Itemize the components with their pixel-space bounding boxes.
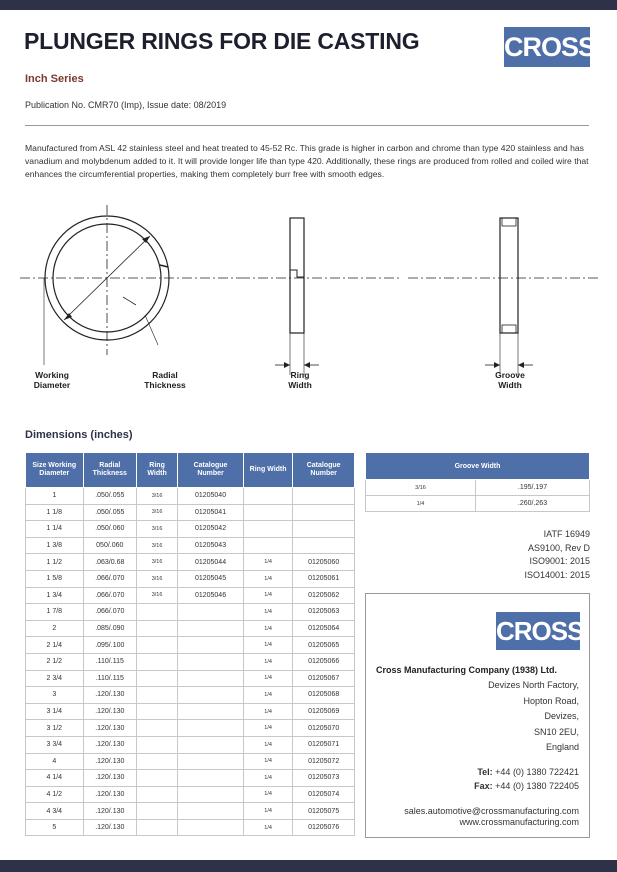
size-cell: 1 1/8: [26, 504, 84, 521]
ring-width-cell: [137, 803, 178, 820]
table-row: [26, 504, 355, 521]
table-row: [26, 488, 355, 505]
groove-ring-width: 3/16: [366, 480, 476, 496]
catalogue-number-cell: [178, 803, 244, 820]
catalogue-number-cell: 01205040: [178, 488, 244, 505]
catalogue-number-cell-2: 01205071: [293, 736, 355, 753]
ring-width-cell: [137, 720, 178, 737]
radial-thickness-label: Radial Thickness: [144, 370, 186, 390]
company-address: [488, 678, 579, 756]
radial-thickness-cell: .066/.070: [83, 587, 136, 604]
cert-iatf: IATF 16949: [543, 529, 590, 539]
radial-thickness-cell: .120/.130: [83, 770, 136, 787]
groove-width-table: [365, 452, 590, 512]
catalogue-number-cell-2: 01205065: [293, 637, 355, 654]
ring-width-cell-2: 1/4: [243, 570, 292, 587]
col-ring-width-2: Ring Width: [243, 453, 292, 488]
radial-thickness-cell: .110/.115: [83, 670, 136, 687]
catalogue-number-cell: 01205041: [178, 504, 244, 521]
catalogue-number-cell: [178, 819, 244, 836]
size-cell: 1 3/4: [26, 587, 84, 604]
size-cell: 1 7/8: [26, 604, 84, 621]
ring-width-cell: 3/16: [137, 521, 178, 538]
size-cell: 2: [26, 620, 84, 637]
ring-width-cell-2: 1/4: [243, 803, 292, 820]
ring-width-cell-2: 1/4: [243, 687, 292, 704]
ring-width-cell-2: 1/4: [243, 720, 292, 737]
catalogue-number-cell-2: [293, 537, 355, 554]
ring-width-cell: 3/16: [137, 504, 178, 521]
size-cell: 1 3/8: [26, 537, 84, 554]
catalogue-number-cell-2: 01205073: [293, 770, 355, 787]
catalogue-number-cell-2: 01205060: [293, 554, 355, 571]
publication-info: Publication No. CMR70 (Imp), Issue date: 08/2019: [25, 100, 227, 110]
catalogue-number-cell-2: 01205068: [293, 687, 355, 704]
cert-iso9001: ISO9001: 2015: [529, 556, 590, 566]
radial-thickness-cell: .120/.130: [83, 753, 136, 770]
ring-width-cell: [137, 653, 178, 670]
ring-width-cell: [137, 753, 178, 770]
ring-width-cell-2: 1/4: [243, 819, 292, 836]
radial-thickness-cell: .066/.070: [83, 604, 136, 621]
tel-label: Tel:: [477, 767, 493, 777]
table-row: [26, 604, 355, 621]
catalogue-number-cell: [178, 620, 244, 637]
table-row: [26, 570, 355, 587]
radial-thickness-cell: .050/.060: [83, 521, 136, 538]
table-row: [26, 537, 355, 554]
ring-width-cell: 3/16: [137, 587, 178, 604]
email-link[interactable]: sales.automotive@crossmanufacturing.com: [404, 806, 579, 816]
address-line: SN10 2EU,: [533, 726, 579, 737]
ring-width-cell-2: 1/4: [243, 736, 292, 753]
ring-width-cell-2: 1/4: [243, 786, 292, 803]
bottom-bar: [0, 860, 617, 872]
groove-header: Groove Width: [366, 453, 590, 480]
divider: [25, 125, 589, 126]
catalogue-number-cell: [178, 670, 244, 687]
catalogue-number-cell-2: 01205069: [293, 703, 355, 720]
ring-width-label: Ring Width: [288, 370, 312, 390]
col-ring-width: Ring Width: [137, 453, 178, 488]
catalogue-number-cell-2: 01205074: [293, 786, 355, 803]
radial-thickness-cell: .063/0.68: [83, 554, 136, 571]
catalogue-number-cell-2: 01205067: [293, 670, 355, 687]
catalogue-number-cell-2: 01205064: [293, 620, 355, 637]
fax-number: +44 (0) 1380 722405: [495, 780, 579, 791]
dimensions-title: Dimensions (inches): [25, 429, 133, 441]
radial-thickness-cell: .050/.055: [83, 504, 136, 521]
website-link[interactable]: www.crossmanufacturing.com: [459, 817, 579, 827]
ring-width-cell: [137, 637, 178, 654]
table-row: [26, 587, 355, 604]
size-cell: 4: [26, 753, 84, 770]
ring-width-cell: [137, 736, 178, 753]
dimensions-table: [25, 452, 355, 836]
ring-width-cell: [137, 670, 178, 687]
ring-width-cell: [137, 604, 178, 621]
size-cell: 5: [26, 819, 84, 836]
cert-as9100: AS9100, Rev D: [527, 542, 590, 553]
ring-width-cell: [137, 620, 178, 637]
table-row: [26, 620, 355, 637]
ring-width-cell: [137, 770, 178, 787]
ring-width-cell-2: 1/4: [243, 770, 292, 787]
ring-width-cell-2: 1/4: [243, 637, 292, 654]
col-catalogue-number-2: Catalogue Number: [293, 453, 355, 488]
ring-width-cell-2: 1/4: [243, 653, 292, 670]
ring-width-cell-2: 1/4: [243, 620, 292, 637]
ring-width-cell-2: [243, 488, 292, 505]
radial-thickness-cell: .120/.130: [83, 803, 136, 820]
radial-thickness-cell: .095/.100: [83, 637, 136, 654]
table-row: [26, 753, 355, 770]
catalogue-number-cell-2: 01205061: [293, 570, 355, 587]
address-line: Devizes North Factory,: [488, 680, 579, 690]
ring-width-cell-2: [243, 521, 292, 538]
ring-width-cell: [137, 786, 178, 803]
catalogue-number-cell-2: 01205063: [293, 604, 355, 621]
groove-width-value: .260/.263: [476, 496, 590, 512]
size-cell: 2 3/4: [26, 670, 84, 687]
catalogue-number-cell: [178, 753, 244, 770]
table-row: [26, 554, 355, 571]
ring-width-cell-2: [243, 504, 292, 521]
ring-width-cell: 3/16: [137, 537, 178, 554]
table-row: [26, 786, 355, 803]
catalogue-number-cell: [178, 736, 244, 753]
size-cell: 2 1/4: [26, 637, 84, 654]
size-cell: 1: [26, 488, 84, 505]
table-row: [26, 736, 355, 753]
address-line: Hopton Road,: [523, 695, 579, 706]
groove-section-view: [500, 218, 518, 333]
radial-thickness-cell: 050/.060: [83, 537, 136, 554]
table-row: [26, 670, 355, 687]
ring-width-cell: 3/16: [137, 554, 178, 571]
table-row: [26, 720, 355, 737]
col-radial-thickness: Radial Thickness: [83, 453, 136, 488]
certifications: [420, 528, 590, 582]
catalogue-number-cell: [178, 604, 244, 621]
size-cell: 3 1/2: [26, 720, 84, 737]
catalogue-number-cell: 01205043: [178, 537, 244, 554]
table-row: [366, 480, 590, 496]
catalogue-number-cell: [178, 687, 244, 704]
cross-logo: CROSS: [496, 612, 580, 650]
description: Manufactured from ASL 42 stainless steel and heat treated to 45-52 Rc. This grade is higher in carbon and chrome than type 420 stainless and has vanadium and molybdenum added to it. It will provide longer life than type 420. Additionally, these rings are produced from rolled and coiled wire that enhances the circumferential properties, making them completely burr free with smooth edges.: [25, 143, 589, 179]
radial-thickness-cell: .120/.130: [83, 819, 136, 836]
address-line: England: [545, 742, 579, 752]
radial-thickness-cell: .120/.130: [83, 736, 136, 753]
size-cell: 4 1/2: [26, 786, 84, 803]
table-row: [366, 496, 590, 512]
table-row: [26, 521, 355, 538]
web-contacts: [404, 806, 579, 828]
phone-numbers: [474, 766, 579, 793]
ring-width-cell-2: 1/4: [243, 670, 292, 687]
size-cell: 3 1/4: [26, 703, 84, 720]
catalogue-number-cell-2: [293, 488, 355, 505]
ring-width-cell-2: 1/4: [243, 753, 292, 770]
table-row: [26, 653, 355, 670]
catalogue-number-cell-2: [293, 521, 355, 538]
radial-thickness-cell: .120/.130: [83, 786, 136, 803]
table-row: [26, 687, 355, 704]
cross-logo: CROSS: [504, 27, 590, 67]
catalogue-number-cell: 01205044: [178, 554, 244, 571]
ring-width-cell-2: 1/4: [243, 604, 292, 621]
ring-width-cell-2: 1/4: [243, 703, 292, 720]
radial-thickness-cell: .050/.055: [83, 488, 136, 505]
table-header-row: [26, 453, 355, 488]
cert-iso14001: ISO14001: 2015: [524, 569, 590, 580]
working-diameter-label: Working Diameter: [33, 370, 71, 390]
catalogue-number-cell-2: 01205066: [293, 653, 355, 670]
ring-width-cell-2: 1/4: [243, 587, 292, 604]
radial-thickness-cell: .120/.130: [83, 687, 136, 704]
radial-thickness-cell: .066/.070: [83, 570, 136, 587]
groove-ring-width: 1/4: [366, 496, 476, 512]
ring-width-cell: 3/16: [137, 570, 178, 587]
radial-thickness-cell: .085/.090: [83, 620, 136, 637]
groove-header-row: [366, 453, 590, 480]
ring-gap: [160, 265, 168, 267]
table-row: [26, 819, 355, 836]
ring-width-cell: [137, 687, 178, 704]
table-row: [26, 637, 355, 654]
size-cell: 4 1/4: [26, 770, 84, 787]
ring-width-cell: [137, 703, 178, 720]
catalogue-number-cell: 01205045: [178, 570, 244, 587]
radial-thickness-cell: .110/.115: [83, 653, 136, 670]
catalogue-number-cell: [178, 637, 244, 654]
contact-card: [365, 593, 590, 838]
catalogue-number-cell-2: 01205062: [293, 587, 355, 604]
catalogue-number-cell-2: 01205070: [293, 720, 355, 737]
ring-width-cell: [137, 819, 178, 836]
table-row: [26, 703, 355, 720]
address-line: Devizes,: [544, 711, 579, 721]
company-name: Cross Manufacturing Company (1938) Ltd.: [376, 665, 558, 675]
catalogue-number-cell: [178, 653, 244, 670]
fax-label: Fax:: [474, 780, 493, 791]
catalogue-number-cell: [178, 720, 244, 737]
size-cell: 1 5/8: [26, 570, 84, 587]
col-catalogue-number: Catalogue Number: [178, 453, 244, 488]
catalogue-number-cell: [178, 703, 244, 720]
ring-diagram: [20, 205, 600, 395]
catalogue-number-cell: [178, 770, 244, 787]
size-cell: 4 3/4: [26, 803, 84, 820]
catalogue-number-cell-2: 01205075: [293, 803, 355, 820]
ring-width-cell-2: [243, 537, 292, 554]
catalogue-number-cell: 01205042: [178, 521, 244, 538]
catalogue-number-cell-2: [293, 504, 355, 521]
size-cell: 1 1/2: [26, 554, 84, 571]
top-bar: [0, 0, 617, 10]
radial-thickness-cell: .120/.130: [83, 703, 136, 720]
table-row: [26, 803, 355, 820]
catalogue-number-cell-2: 01205076: [293, 819, 355, 836]
size-cell: 2 1/2: [26, 653, 84, 670]
ring-width-cell: 3/16: [137, 488, 178, 505]
size-cell: 3: [26, 687, 84, 704]
ring-width-cell-2: 1/4: [243, 554, 292, 571]
table-row: [26, 770, 355, 787]
catalogue-number-cell: [178, 786, 244, 803]
page-title: PLUNGER RINGS FOR DIE CASTING: [24, 28, 420, 54]
groove-width-label: Groove Width: [495, 370, 525, 390]
catalogue-number-cell-2: 01205072: [293, 753, 355, 770]
radial-thickness-cell: .120/.130: [83, 720, 136, 737]
size-cell: 3 3/4: [26, 736, 84, 753]
tel-number: +44 (0) 1380 722421: [495, 767, 579, 777]
series-subtitle: Inch Series: [25, 73, 84, 85]
size-cell: 1 1/4: [26, 521, 84, 538]
groove-width-value: .195/.197: [476, 480, 590, 496]
catalogue-number-cell: 01205046: [178, 587, 244, 604]
col-size: Size Working Diameter: [26, 453, 84, 488]
